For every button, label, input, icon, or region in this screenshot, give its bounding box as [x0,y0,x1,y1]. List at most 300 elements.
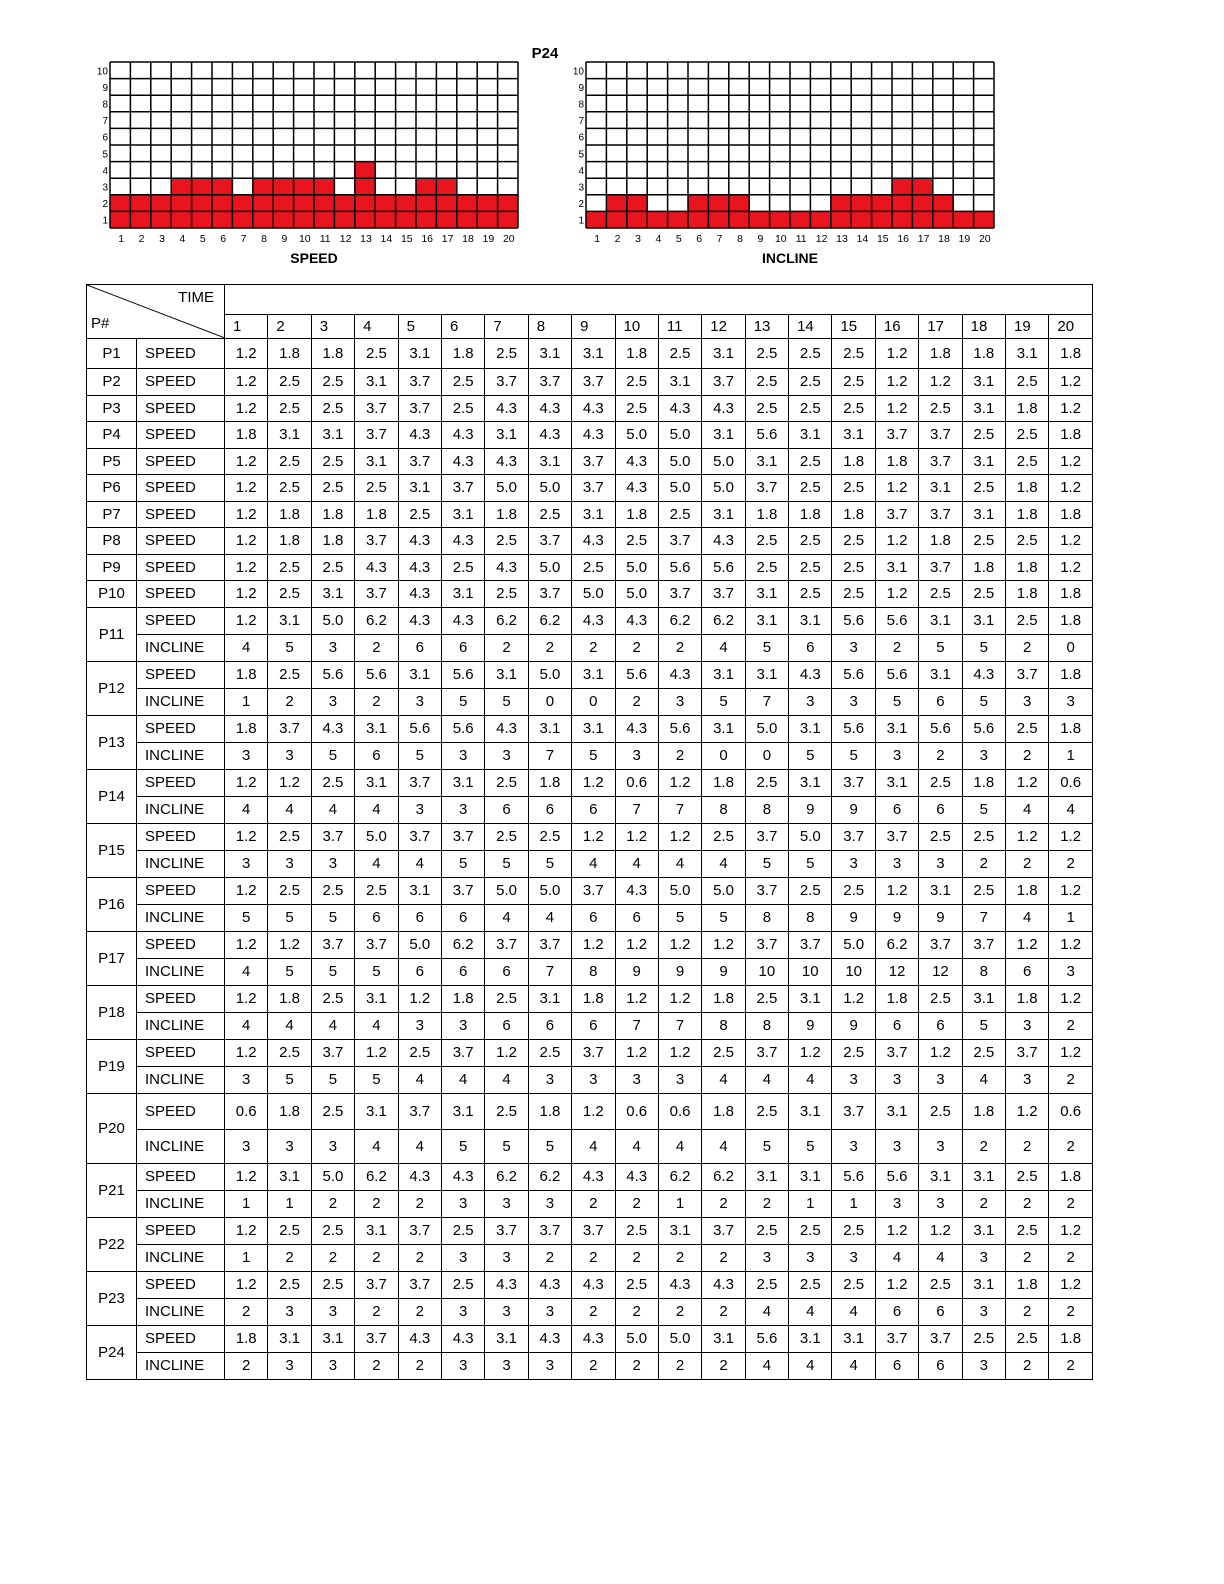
value-cell: 2 [615,1244,658,1271]
value-cell: 3.7 [355,931,398,958]
value-cell: 3.1 [745,581,788,608]
value-cell: 6 [875,796,918,823]
incline-x-tick: 9 [757,233,764,245]
value-cell: 6 [398,634,441,661]
value-cell: 1.2 [572,1093,615,1129]
value-cell: 6 [398,958,441,985]
value-cell: 2.5 [962,877,1005,904]
time-column-header: 6 [441,315,484,339]
metric-label: SPEED [137,715,225,742]
value-cell: 5 [311,742,354,769]
value-cell: 7 [658,1012,701,1039]
value-cell: 2 [615,1190,658,1217]
value-cell: 3 [832,1129,875,1163]
value-cell: 3.1 [528,985,571,1012]
time-column-header: 18 [962,315,1005,339]
value-cell: 0 [745,742,788,769]
value-cell: 5.6 [832,715,875,742]
value-cell: 3 [528,1298,571,1325]
value-cell: 3.1 [572,661,615,688]
value-cell: 4.3 [702,1271,745,1298]
value-cell: 3.7 [875,501,918,528]
value-cell: 6 [789,634,832,661]
value-cell: 1.2 [355,1039,398,1066]
value-cell: 8 [572,958,615,985]
value-cell: 4.3 [615,715,658,742]
value-cell: 9 [615,958,658,985]
value-cell: 3.7 [658,581,701,608]
value-cell: 3.7 [355,581,398,608]
value-cell: 5 [832,742,875,769]
value-cell: 5 [441,850,484,877]
value-cell: 1 [225,1244,268,1271]
value-cell: 3.7 [441,823,484,850]
value-cell: 8 [745,904,788,931]
value-cell: 3 [919,1190,962,1217]
value-cell: 1.8 [1006,475,1049,502]
value-cell: 3 [658,1066,701,1093]
value-cell: 5.6 [441,715,484,742]
value-cell: 5 [485,850,528,877]
value-cell: 3.1 [702,1325,745,1352]
value-cell: 3.7 [528,528,571,555]
value-cell: 2.5 [311,475,354,502]
value-cell: 5 [745,634,788,661]
value-cell: 5.6 [311,661,354,688]
value-cell: 3.1 [702,422,745,449]
value-cell: 5 [441,688,484,715]
value-cell: 1.8 [789,501,832,528]
value-cell: 1.2 [1006,823,1049,850]
speed-x-tick: 18 [462,233,474,245]
value-cell: 5.0 [702,877,745,904]
incline-profile-grid [568,58,1008,273]
value-cell: 8 [702,796,745,823]
value-cell: 6 [572,1012,615,1039]
value-cell: 3 [832,1244,875,1271]
value-cell: 3.1 [528,339,571,369]
value-cell: 2.5 [745,1217,788,1244]
value-cell: 4.3 [572,1325,615,1352]
value-cell: 5 [311,904,354,931]
value-cell: 2 [528,1244,571,1271]
program-row [87,904,1093,931]
value-cell: 3.1 [572,501,615,528]
value-cell: 5.0 [832,931,875,958]
value-cell: 4 [485,904,528,931]
value-cell: 4 [268,796,311,823]
value-cell: 4 [745,1352,788,1379]
value-cell: 6 [485,796,528,823]
value-cell: 3.1 [355,1217,398,1244]
value-cell: 2.5 [1006,448,1049,475]
value-cell: 1 [225,1190,268,1217]
value-cell: 2.5 [832,528,875,555]
value-cell: 1 [832,1190,875,1217]
header-blank-cell [225,285,1093,315]
program-id: P2 [87,369,137,396]
value-cell: 3.1 [789,769,832,796]
value-cell: 5 [355,958,398,985]
value-cell: 3.7 [441,1039,484,1066]
metric-label: SPEED [137,607,225,634]
value-cell: 7 [528,958,571,985]
value-cell: 4.3 [572,607,615,634]
value-cell: 2 [398,1244,441,1271]
speed-y-tick: 10 [96,66,108,78]
value-cell: 3 [398,688,441,715]
value-cell: 2 [1049,1066,1092,1093]
value-cell: 7 [615,1012,658,1039]
value-cell: 3 [398,796,441,823]
speed-x-tick: 7 [240,233,247,245]
value-cell: 4 [355,1129,398,1163]
incline-x-tick: 19 [958,233,971,245]
incline-bar-10 [770,211,790,228]
time-column-header: 11 [658,315,701,339]
value-cell: 2.5 [268,448,311,475]
metric-label: SPEED [137,395,225,422]
value-cell: 3.1 [441,501,484,528]
value-cell: 2.5 [268,823,311,850]
speed-y-tick: 7 [102,116,108,128]
incline-bar-1 [586,211,606,228]
value-cell: 5 [485,1129,528,1163]
value-cell: 2.5 [658,339,701,369]
value-cell: 3 [1006,1012,1049,1039]
value-cell: 3.1 [398,661,441,688]
incline-x-tick: 11 [795,233,807,245]
value-cell: 5 [528,1129,571,1163]
value-cell: 1.2 [875,877,918,904]
program-row [87,1352,1093,1379]
value-cell: 3.7 [485,931,528,958]
value-cell: 6 [875,1298,918,1325]
value-cell: 1.8 [1049,339,1092,369]
value-cell: 2 [1006,742,1049,769]
value-cell: 6 [441,904,484,931]
value-cell: 2 [658,634,701,661]
value-cell: 6 [875,1012,918,1039]
value-cell: 2.5 [441,395,484,422]
speed-x-tick: 16 [421,233,434,245]
value-cell: 7 [615,796,658,823]
program-id: P24 [87,1325,137,1379]
value-cell: 2.5 [789,877,832,904]
program-row [87,661,1093,688]
value-cell: 1.2 [1049,395,1092,422]
value-cell: 3 [398,1012,441,1039]
time-column-header: 5 [398,315,441,339]
incline-x-tick: 4 [655,233,662,245]
value-cell: 2 [1006,1129,1049,1163]
metric-label: SPEED [137,877,225,904]
value-cell: 6 [572,904,615,931]
value-cell: 4.3 [615,475,658,502]
value-cell: 3.7 [355,1271,398,1298]
value-cell: 4 [225,1012,268,1039]
value-cell: 2.5 [919,1093,962,1129]
value-cell: 0.6 [658,1093,701,1129]
value-cell: 1.8 [311,528,354,555]
value-cell: 4.3 [355,554,398,581]
value-cell: 7 [745,688,788,715]
program-row [87,985,1093,1012]
value-cell: 2.5 [658,501,701,528]
value-cell: 5 [268,1066,311,1093]
value-cell: 3.1 [789,1325,832,1352]
time-column-header: 16 [875,315,918,339]
time-column-header: 2 [268,315,311,339]
value-cell: 1.8 [919,339,962,369]
value-cell: 3.7 [875,823,918,850]
value-cell: 2.5 [789,395,832,422]
value-cell: 3.7 [745,823,788,850]
incline-x-tick: 15 [876,233,889,245]
value-cell: 3.7 [745,475,788,502]
value-cell: 3 [832,634,875,661]
value-cell: 4 [615,850,658,877]
value-cell: 3.1 [962,1271,1005,1298]
time-column-header: 20 [1049,315,1092,339]
value-cell: 4.3 [572,528,615,555]
value-cell: 3.7 [919,1325,962,1352]
value-cell: 3.1 [268,1163,311,1190]
value-cell: 2.5 [1006,607,1049,634]
value-cell: 5.6 [398,715,441,742]
value-cell: 5 [355,1066,398,1093]
value-cell: 1.8 [702,769,745,796]
value-cell: 6 [615,904,658,931]
speed-x-tick: 3 [159,233,165,245]
value-cell: 3.1 [962,985,1005,1012]
program-row [87,850,1093,877]
value-cell: 3.1 [702,661,745,688]
value-cell: 1.8 [875,448,918,475]
value-cell: 1.2 [225,528,268,555]
time-column-header: 9 [572,315,615,339]
value-cell: 2.5 [832,1271,875,1298]
value-cell: 3.7 [528,931,571,958]
value-cell: 3.1 [962,395,1005,422]
program-id: P16 [87,877,137,931]
value-cell: 3.7 [398,395,441,422]
value-cell: 6 [528,796,571,823]
value-cell: 6 [919,1298,962,1325]
value-cell: 2.5 [745,369,788,396]
incline-bar-5 [668,211,688,228]
value-cell: 3.1 [875,554,918,581]
program-row [87,1217,1093,1244]
value-cell: 1.2 [702,931,745,958]
value-cell: 4.3 [441,607,484,634]
value-cell: 1.8 [1006,1271,1049,1298]
value-cell: 5 [789,850,832,877]
program-id: P7 [87,501,137,528]
value-cell: 8 [789,904,832,931]
value-cell: 1.8 [268,339,311,369]
program-row [87,395,1093,422]
value-cell: 3.1 [789,1093,832,1129]
value-cell: 2.5 [311,554,354,581]
program-row [87,769,1093,796]
value-cell: 8 [745,796,788,823]
program-row [87,823,1093,850]
value-cell: 3 [225,850,268,877]
value-cell: 4.3 [485,1271,528,1298]
value-cell: 4 [311,1012,354,1039]
value-cell: 1.8 [1049,607,1092,634]
metric-label: SPEED [137,369,225,396]
value-cell: 5.6 [615,661,658,688]
value-cell: 2 [658,1352,701,1379]
speed-x-tick: 20 [502,233,515,245]
incline-x-tick: 5 [675,233,682,245]
value-cell: 3.7 [745,877,788,904]
value-cell: 2.5 [1006,422,1049,449]
value-cell: 1.8 [225,1325,268,1352]
incline-x-tick: 8 [737,233,743,245]
value-cell: 3.1 [745,448,788,475]
value-cell: 2 [355,1244,398,1271]
value-cell: 9 [789,796,832,823]
incline-y-tick: 8 [578,99,584,111]
value-cell: 3 [875,1129,918,1163]
value-cell: 2 [398,1352,441,1379]
value-cell: 5.6 [658,715,701,742]
speed-x-tick: 17 [441,233,454,245]
speed-bar-9 [273,178,293,228]
program-row [87,554,1093,581]
value-cell: 2.5 [615,528,658,555]
value-cell: 2.5 [1006,528,1049,555]
program-id: P11 [87,607,137,661]
value-cell: 4.3 [572,395,615,422]
value-cell: 2 [311,1244,354,1271]
value-cell: 2 [528,634,571,661]
value-cell: 3.1 [919,661,962,688]
value-cell: 1.2 [268,769,311,796]
value-cell: 3.1 [355,369,398,396]
value-cell: 4.3 [485,715,528,742]
value-cell: 2.5 [832,581,875,608]
value-cell: 3.1 [268,1325,311,1352]
value-cell: 1.8 [962,769,1005,796]
incline-x-tick: 12 [815,233,828,245]
value-cell: 2.5 [1006,369,1049,396]
speed-x-tick: 12 [339,233,352,245]
value-cell: 4.3 [658,1271,701,1298]
value-cell: 2.5 [1006,1325,1049,1352]
value-cell: 6 [919,1012,962,1039]
value-cell: 3.7 [572,1217,615,1244]
value-cell: 5.6 [962,715,1005,742]
value-cell: 2.5 [745,1271,788,1298]
value-cell: 4.3 [398,1163,441,1190]
value-cell: 9 [832,904,875,931]
value-cell: 1.8 [311,339,354,369]
incline-x-tick: 18 [938,233,950,245]
value-cell: 1.8 [441,339,484,369]
value-cell: 5.6 [441,661,484,688]
value-cell: 3 [485,1244,528,1271]
value-cell: 4.3 [702,528,745,555]
value-cell: 1.8 [225,422,268,449]
value-cell: 1.2 [832,985,875,1012]
value-cell: 2.5 [441,554,484,581]
program-row [87,1271,1093,1298]
value-cell: 1.2 [572,823,615,850]
value-cell: 1.8 [1049,715,1092,742]
value-cell: 2.5 [311,1093,354,1129]
value-cell: 5.0 [702,475,745,502]
value-cell: 2.5 [745,395,788,422]
value-cell: 1.2 [875,581,918,608]
value-cell: 3 [441,742,484,769]
value-cell: 3 [485,1298,528,1325]
value-cell: 3.1 [355,985,398,1012]
value-cell: 3.1 [528,448,571,475]
program-row [87,877,1093,904]
value-cell: 2.5 [528,1039,571,1066]
metric-label: INCLINE [137,850,225,877]
value-cell: 3 [441,1298,484,1325]
value-cell: 5.6 [832,607,875,634]
incline-bar-17 [912,178,932,228]
value-cell: 1.8 [702,1093,745,1129]
value-cell: 4 [789,1066,832,1093]
value-cell: 1.8 [615,339,658,369]
value-cell: 6.2 [355,607,398,634]
value-cell: 3.7 [398,369,441,396]
value-cell: 3.7 [572,877,615,904]
value-cell: 6.2 [702,607,745,634]
value-cell: 3 [441,796,484,823]
value-cell: 2.5 [962,422,1005,449]
value-cell: 1 [1049,904,1092,931]
value-cell: 3 [962,1298,1005,1325]
speed-bar-17 [436,178,456,228]
value-cell: 5.0 [572,581,615,608]
program-row [87,339,1093,369]
program-row [87,1244,1093,1271]
value-cell: 2.5 [962,581,1005,608]
value-cell: 3.7 [441,475,484,502]
value-cell: 6.2 [875,931,918,958]
value-cell: 6.2 [528,1163,571,1190]
metric-label: INCLINE [137,904,225,931]
value-cell: 4.3 [441,448,484,475]
metric-label: SPEED [137,1163,225,1190]
value-cell: 3.1 [485,422,528,449]
program-id: P6 [87,475,137,502]
metric-label: SPEED [137,661,225,688]
value-cell: 4.3 [615,448,658,475]
value-cell: 4.3 [615,877,658,904]
value-cell: 2.5 [919,823,962,850]
value-cell: 2 [962,1129,1005,1163]
metric-label: SPEED [137,1039,225,1066]
value-cell: 1.2 [398,985,441,1012]
value-cell: 4 [702,634,745,661]
value-cell: 4 [355,796,398,823]
value-cell: 3 [268,742,311,769]
value-cell: 3.7 [355,1325,398,1352]
value-cell: 2 [702,1298,745,1325]
value-cell: 3.7 [919,501,962,528]
speed-x-tick: 9 [281,233,288,245]
value-cell: 2 [1049,1244,1092,1271]
